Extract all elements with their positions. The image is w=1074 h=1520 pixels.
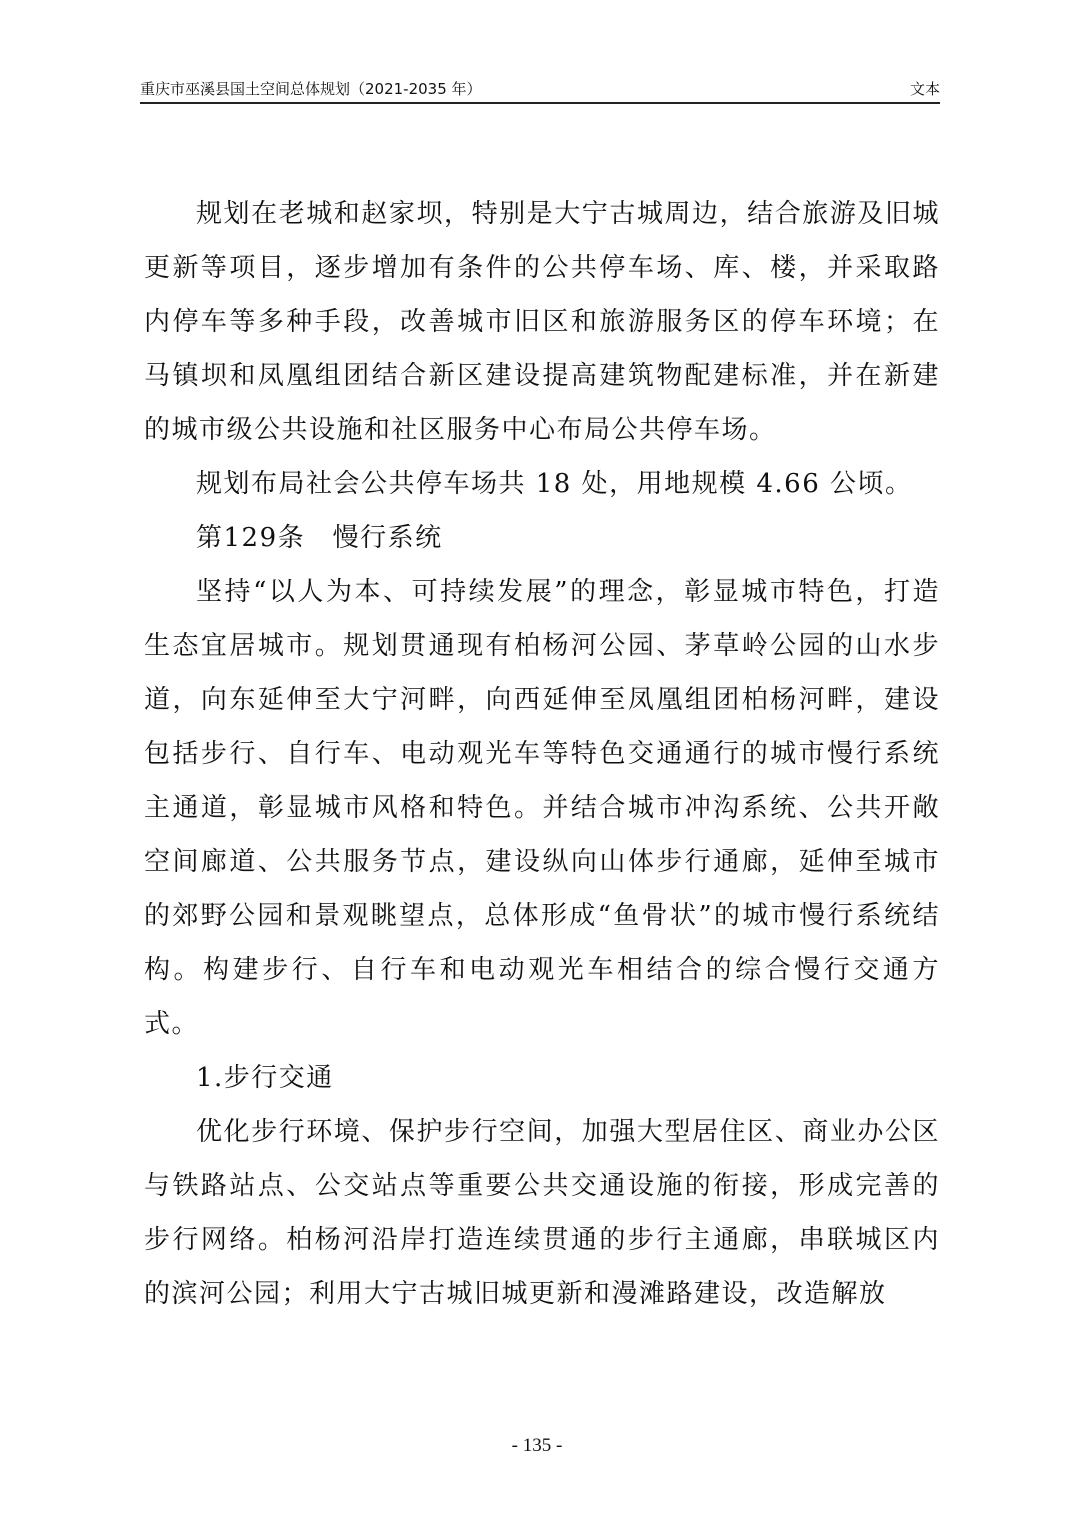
body-text <box>144 187 940 1321</box>
paragraph-slow-traffic: 坚持“以人为本、可持续发展”的理念，彰显城市特色，打造生态宜居城市。规划贯通现有柏杨河公园、茅草岭公园的山水步道，向东延伸至大宁河畔，向西延伸至凤凰组团柏杨河畔，建设包括步行、自行车、电动观光车等特色交通通行的城市慢行系统主通道，彰显城市风格和特色。并结合城市冲沟系统、公共开敞空间廊道、公共服务节点，建设纵向山体步行通廊，延伸至城市的郊野公园和景观眺望点，总体形成“鱼骨状”的城市慢行系统结构。构建步行、自行车和电动观光车相结合的综合慢行交通方式。 <box>144 577 940 1039</box>
page-header <box>140 76 940 104</box>
header-title: 重庆市巫溪县国土空间总体规划（2021-2035 年） <box>140 80 482 98</box>
article-heading: 第129条 慢行系统 <box>196 523 443 553</box>
paragraph-parking-scale: 规划布局社会公共停车场共 18 处，用地规模 4.66 公顷。 <box>196 469 913 499</box>
header-doc-type: 文本 <box>909 80 940 98</box>
section-heading-walking: 1.步行交通 <box>196 1063 334 1093</box>
page-number: - 135 - <box>511 1435 563 1456</box>
paragraph-parking-plan: 规划在老城和赵家坝，特别是大宁古城周边，结合旅游及旧城更新等项目，逐步增加有条件的公共停车场、库、楼，并采取路内停车等多种手段，改善城市旧区和旅游服务区的停车环境；在马镇坝和凤凰组团结合新区建设提高建筑物配建标准，并在新建的城市级公共设施和社区服务中心布局公共停车场。 <box>144 199 940 445</box>
paragraph-walking: 优化步行环境、保护步行空间，加强大型居住区、商业办公区与铁路站点、公交站点等重要公共交通设施的衔接，形成完善的步行网络。柏杨河沿岸打造连续贯通的步行主通廊，串联城区内的滨河公园；利用大宁古城旧城更新和漫滩路建设，改造解放 <box>144 1117 940 1309</box>
